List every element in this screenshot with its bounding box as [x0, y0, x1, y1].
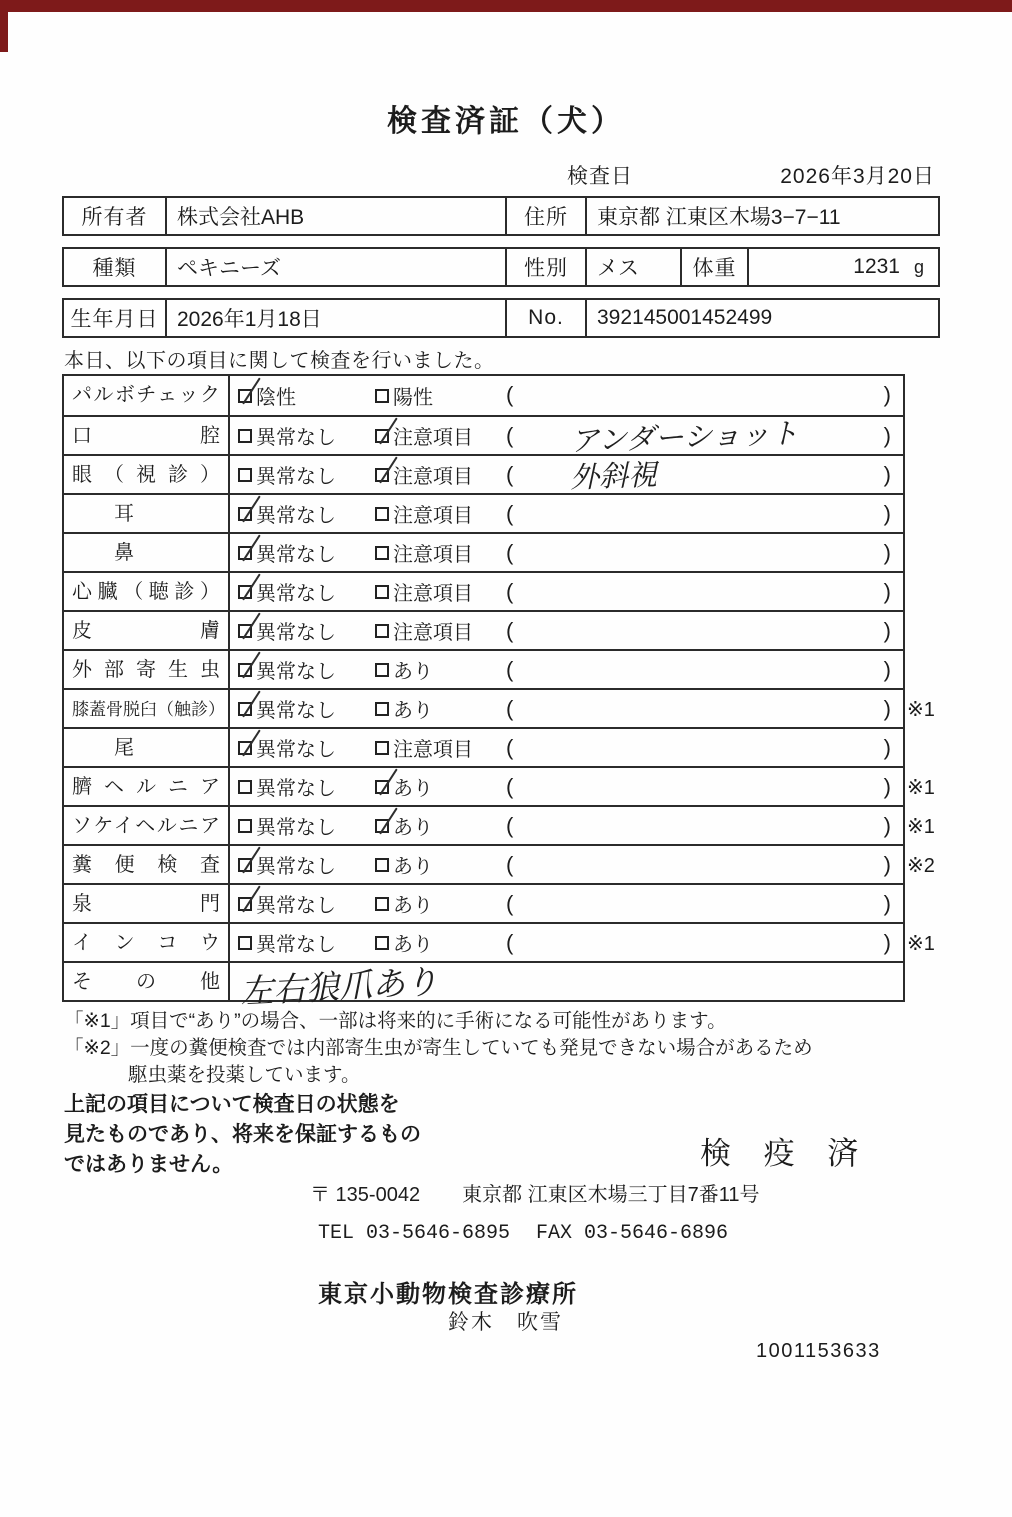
- clinic-tel-line: [318, 1222, 728, 1245]
- clinic-postal-line: [310, 1178, 760, 1207]
- exam-option-2: [367, 376, 492, 415]
- paren-open-icon: (: [506, 462, 514, 487]
- checkbox-icon: [238, 389, 252, 403]
- handwritten-remark: 外斜視: [569, 457, 658, 495]
- paren-close-icon: ): [883, 735, 891, 760]
- exam-item-label: パルボチェック: [64, 376, 230, 415]
- exam-option-2: [367, 456, 492, 493]
- exam-item-label: インコウ: [64, 924, 230, 961]
- footnote-2-line2: 駆虫薬を投薬しています。: [128, 1064, 361, 1086]
- exam-row-nose: [64, 532, 903, 571]
- option-label: 異常なし: [256, 583, 336, 605]
- exam-option-1: [230, 417, 367, 454]
- paren-open-icon: (: [506, 579, 514, 604]
- exam-option-1: [230, 807, 367, 844]
- footnote-mark: ※2: [907, 855, 935, 877]
- option-label: あり: [393, 700, 433, 722]
- tel-number: TEL 03-5646-6895: [318, 1222, 511, 1245]
- checkbox-icon: [238, 936, 252, 950]
- exam-option-1: [230, 456, 367, 493]
- breed-row: [62, 247, 940, 287]
- exam-option-1: [230, 573, 367, 610]
- inspection-date-label: 検査日: [567, 165, 633, 188]
- inspection-date-value: 2026年3月20日: [780, 165, 935, 188]
- checkbox-icon: [238, 663, 252, 677]
- checkbox-icon: [375, 507, 389, 521]
- exam-option-2: [367, 651, 492, 688]
- veterinarian-name: 鈴木 吹雪: [448, 1311, 563, 1334]
- exam-item-label: 心臓（聴診）: [64, 573, 230, 610]
- footnote-mark: ※1: [907, 699, 935, 721]
- birthdate-label: 生年月日: [64, 300, 167, 336]
- option-label: 異常なし: [256, 700, 336, 722]
- exam-option-1: [230, 651, 367, 688]
- exam-option-2: [367, 729, 492, 766]
- checkbox-icon: [375, 897, 389, 911]
- checkbox-icon: [375, 468, 389, 482]
- footnotes: [64, 1008, 813, 1089]
- checkbox-icon: [238, 546, 252, 560]
- paren-open-icon: (: [506, 735, 514, 760]
- option-label: 異常なし: [256, 934, 336, 956]
- exam-item-label: 耳: [64, 495, 230, 532]
- exam-row-parvo: [64, 376, 903, 415]
- scan-edge-artifact-top: [0, 0, 1012, 12]
- option-label: 異常なし: [256, 895, 336, 917]
- paren-close-icon: ): [883, 774, 891, 799]
- handwritten-remark: アンダーショット: [569, 416, 800, 458]
- exam-row-other: [64, 961, 903, 1012]
- exam-row-eyes: [64, 454, 903, 493]
- exam-item-label: 皮膚: [64, 612, 230, 649]
- exam-remark-cell: [492, 924, 935, 961]
- exam-item-label: 膝蓋骨脱臼（触診）: [64, 690, 230, 727]
- paren-close-icon: ): [883, 930, 891, 955]
- checkbox-icon: [238, 585, 252, 599]
- exam-item-label: 口腔: [64, 417, 230, 454]
- intro-sentence: 本日、以下の項目に関して検査を行いました。: [64, 350, 495, 372]
- option-label: あり: [393, 661, 433, 683]
- postal-code: 〒 135-0042: [310, 1184, 421, 1206]
- document-title: 検査済証（犬）: [387, 105, 625, 138]
- exam-remark-cell: [492, 612, 903, 649]
- option-label: あり: [393, 895, 433, 917]
- paren-open-icon: (: [506, 657, 514, 682]
- option-label: 注意項目: [393, 739, 473, 761]
- exam-option-1: [230, 376, 367, 415]
- option-label: 陽性: [393, 387, 433, 409]
- handwritten-other-remark: 左右狼爪あり: [239, 961, 439, 1012]
- option-label: 異常なし: [256, 505, 336, 527]
- exam-remark-cell: [492, 573, 903, 610]
- checkbox-icon: [375, 585, 389, 599]
- exam-remark-cell: [492, 416, 903, 458]
- option-label: 異常なし: [256, 817, 336, 839]
- exam-remark-cell: [492, 495, 903, 532]
- paren-open-icon: (: [506, 501, 514, 526]
- exam-option-1: [230, 495, 367, 532]
- paren-close-icon: ): [883, 813, 891, 838]
- checkbox-icon: [238, 468, 252, 482]
- checkbox-icon: [238, 507, 252, 521]
- address-label: 住所: [507, 198, 587, 234]
- checkbox-icon: [375, 389, 389, 403]
- exam-item-label: 尾: [64, 729, 230, 766]
- paren-close-icon: ): [883, 852, 891, 877]
- paren-open-icon: (: [506, 774, 514, 799]
- checkbox-icon: [375, 624, 389, 638]
- exam-option-1: [230, 690, 367, 727]
- option-label: 陰性: [256, 387, 296, 409]
- birthdate-row: [62, 298, 940, 338]
- paren-open-icon: (: [506, 930, 514, 955]
- exam-option-2: [367, 612, 492, 649]
- option-label: あり: [393, 778, 433, 800]
- option-label: 異常なし: [256, 778, 336, 800]
- paren-close-icon: ): [883, 540, 891, 565]
- option-label: 注意項目: [393, 583, 473, 605]
- exam-option-2: [367, 690, 492, 727]
- weight-value-cell: [749, 249, 938, 285]
- weight-value: 1231: [853, 255, 900, 278]
- checkbox-icon: [375, 663, 389, 677]
- option-label: あり: [393, 817, 433, 839]
- footnote-mark: ※1: [907, 777, 935, 799]
- exam-item-label: 泉門: [64, 885, 230, 922]
- exam-item-label: 眼（視診）: [64, 456, 230, 493]
- option-label: 異常なし: [256, 466, 336, 488]
- exam-item-label: 糞便検査: [64, 846, 230, 883]
- exam-row-inguinal-hernia: [64, 805, 935, 844]
- number-value: 392145001452499: [597, 306, 773, 329]
- checkbox-icon: [238, 429, 252, 443]
- paren-close-icon: ): [883, 382, 891, 407]
- option-label: 異常なし: [256, 856, 336, 878]
- breed-label: 種類: [64, 249, 167, 285]
- exam-option-1: [230, 612, 367, 649]
- option-label: 注意項目: [393, 466, 473, 488]
- paren-close-icon: ): [883, 618, 891, 643]
- paren-open-icon: (: [506, 540, 514, 565]
- exam-row-skin: [64, 610, 903, 649]
- serial-number: 1001153633: [756, 1340, 881, 1362]
- exam-row-ears: [64, 493, 903, 532]
- paren-open-icon: (: [506, 813, 514, 838]
- option-label: 異常なし: [256, 661, 336, 683]
- clinic-name: 東京小動物検査診療所: [318, 1281, 578, 1308]
- checkbox-icon: [375, 741, 389, 755]
- checkbox-icon: [238, 702, 252, 716]
- exam-item-label: 鼻: [64, 534, 230, 571]
- exam-remark-cell: [492, 534, 903, 571]
- exam-remark-cell: [492, 456, 903, 493]
- exam-option-2: [367, 885, 492, 922]
- exam-remark-cell: [492, 376, 903, 415]
- paren-open-icon: (: [506, 423, 514, 448]
- checkbox-icon: [238, 819, 252, 833]
- exam-option-1: [230, 846, 367, 883]
- breed-value: ペキニーズ: [167, 249, 507, 285]
- exam-item-label: その他: [64, 963, 230, 1000]
- footnote-mark: ※1: [907, 933, 935, 955]
- exam-remark-cell: [492, 729, 903, 766]
- option-label: 注意項目: [393, 544, 473, 566]
- exam-option-1: [230, 729, 367, 766]
- option-label: あり: [393, 856, 433, 878]
- sex-label: 性別: [507, 249, 587, 285]
- exam-row-tail: [64, 727, 903, 766]
- exam-remark-cell: [492, 768, 935, 805]
- exam-row-ectoparasite: [64, 649, 903, 688]
- paren-close-icon: ): [883, 696, 891, 721]
- option-label: 異常なし: [256, 427, 336, 449]
- exam-other-value-cell: [230, 961, 903, 1012]
- exam-option-2: [367, 573, 492, 610]
- sex-value: メス: [587, 249, 682, 285]
- exam-item-label: ソケイヘルニア: [64, 807, 230, 844]
- exam-option-2: [367, 534, 492, 571]
- disclaimer-line1: 上記の項目について検査日の状態を: [64, 1093, 400, 1116]
- option-label: 異常なし: [256, 622, 336, 644]
- exam-option-2: [367, 417, 492, 454]
- paren-open-icon: (: [506, 696, 514, 721]
- checkbox-icon: [375, 858, 389, 872]
- exam-row-patella: [64, 688, 935, 727]
- quarantine-done-stamp: 検 疫 済: [700, 1136, 871, 1171]
- exam-option-2: [367, 846, 492, 883]
- exam-option-1: [230, 885, 367, 922]
- disclaimer: [64, 1090, 421, 1180]
- exam-row-umbilical-hernia: [64, 766, 935, 805]
- checkbox-icon: [238, 780, 252, 794]
- exam-item-label: 臍ヘルニア: [64, 768, 230, 805]
- paren-open-icon: (: [506, 382, 514, 407]
- fax-number: FAX 03-5646-6896: [536, 1222, 729, 1245]
- option-label: 異常なし: [256, 739, 336, 761]
- exam-row-inkou: [64, 922, 935, 961]
- exam-remark-cell: [492, 807, 935, 844]
- checkbox-icon: [375, 780, 389, 794]
- checkbox-icon: [375, 702, 389, 716]
- exam-option-2: [367, 768, 492, 805]
- checkbox-icon: [375, 546, 389, 560]
- checkbox-icon: [375, 429, 389, 443]
- exam-option-1: [230, 924, 367, 961]
- footnote-1: 「※1」項目で“あり”の場合、一部は将来的に手術になる可能性があります。: [64, 1010, 727, 1032]
- scan-edge-artifact-left: [0, 0, 8, 52]
- exam-table: [62, 374, 935, 1012]
- exam-remark-cell: [492, 690, 935, 727]
- disclaimer-line2: 見たものであり、将来を保証するもの: [64, 1123, 421, 1146]
- paren-open-icon: (: [506, 891, 514, 916]
- disclaimer-line3: ではありません。: [64, 1153, 234, 1176]
- checkbox-icon: [238, 624, 252, 638]
- footnote-2-line1: 「※2」一度の糞便検査では内部寄生虫が寄生していても発見できない場合があるため: [64, 1037, 813, 1059]
- checkbox-icon: [375, 819, 389, 833]
- paren-open-icon: (: [506, 852, 514, 877]
- exam-option-2: [367, 495, 492, 532]
- option-label: 注意項目: [393, 427, 473, 449]
- option-label: 注意項目: [393, 505, 473, 527]
- paren-close-icon: ): [883, 462, 891, 487]
- paren-close-icon: ): [883, 657, 891, 682]
- birthdate-value: 2026年1月18日: [167, 300, 507, 336]
- paren-close-icon: ): [883, 579, 891, 604]
- exam-item-label: 外部寄生虫: [64, 651, 230, 688]
- paren-open-icon: (: [506, 618, 514, 643]
- weight-label: 体重: [682, 249, 749, 285]
- owner-value: 株式会社AHB: [167, 198, 507, 234]
- option-label: 注意項目: [393, 622, 473, 644]
- exam-remark-cell: [492, 651, 903, 688]
- option-label: 異常なし: [256, 544, 336, 566]
- exam-row-mouth: [64, 415, 903, 458]
- exam-option-1: [230, 534, 367, 571]
- owner-label: 所有者: [64, 198, 167, 234]
- checkbox-icon: [238, 741, 252, 755]
- checkbox-icon: [375, 936, 389, 950]
- paren-close-icon: ): [883, 423, 891, 448]
- paren-close-icon: ): [883, 501, 891, 526]
- option-label: あり: [393, 934, 433, 956]
- address-value: 東京都 江東区木場3−7−11: [597, 206, 841, 229]
- exam-option-2: [367, 807, 492, 844]
- exam-row-fontanelle: [64, 883, 903, 922]
- clinic-address: 東京都 江東区木場三丁目7番11号: [462, 1184, 760, 1206]
- exam-option-1: [230, 768, 367, 805]
- number-label: No.: [507, 300, 587, 336]
- checkbox-icon: [238, 858, 252, 872]
- footnote-mark: ※1: [907, 816, 935, 838]
- exam-remark-cell: [492, 846, 935, 883]
- paren-close-icon: ): [883, 891, 891, 916]
- owner-row: [62, 196, 940, 236]
- checkbox-icon: [238, 897, 252, 911]
- exam-row-heart: [64, 571, 903, 610]
- exam-remark-cell: [492, 885, 903, 922]
- exam-row-fecal: [64, 844, 935, 883]
- weight-unit: g: [913, 256, 924, 277]
